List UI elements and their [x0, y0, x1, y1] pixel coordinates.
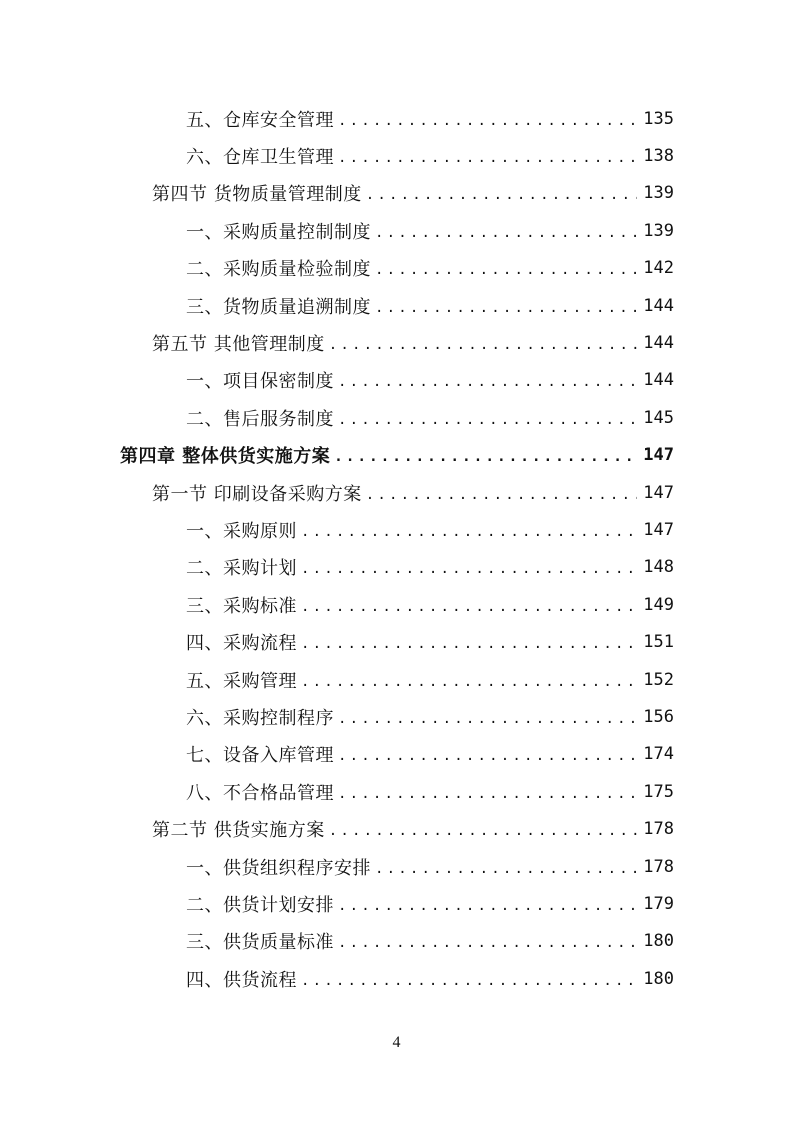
toc-entry[interactable]: [0, 137, 793, 174]
toc-entry[interactable]: [0, 511, 793, 548]
toc-entry-page: 138: [643, 146, 674, 167]
toc-entry[interactable]: [0, 923, 793, 960]
toc-dot-leader: [338, 114, 637, 128]
toc-entry-page: 148: [643, 557, 674, 578]
toc-entry[interactable]: [0, 661, 793, 698]
toc-entry[interactable]: [0, 848, 793, 885]
toc-entry[interactable]: [0, 287, 793, 324]
toc-dot-leader: [301, 525, 637, 539]
toc-entry-page: 144: [643, 295, 674, 316]
toc-entry-title: 一、采购质量控制制度: [186, 221, 371, 243]
toc-dot-leader: [338, 413, 637, 427]
toc-entry-page: 139: [643, 183, 674, 204]
toc-section-entry[interactable]: [0, 474, 793, 511]
toc-entry-page: 145: [643, 407, 674, 428]
toc-entry-title: 二、采购质量检验制度: [186, 259, 371, 281]
toc-entry-page: 139: [643, 220, 674, 241]
toc-entry-page: 178: [643, 856, 674, 877]
toc-dot-leader: [338, 899, 637, 913]
toc-dot-leader: [375, 226, 637, 240]
toc-dot-leader: [338, 375, 637, 389]
toc-entry-title: 第四章 整体供货实施方案: [120, 446, 331, 468]
toc-section-entry[interactable]: [0, 810, 793, 847]
toc-entry-title: 二、采购计划: [186, 558, 297, 580]
toc-entry-page: 149: [643, 594, 674, 615]
toc-entry[interactable]: [0, 250, 793, 287]
toc-entry-page: 135: [643, 108, 674, 129]
toc-entry-page: 178: [643, 819, 674, 840]
toc-entry[interactable]: [0, 960, 793, 997]
toc-entry-page: 142: [643, 258, 674, 279]
toc-dot-leader: [375, 301, 637, 315]
toc-entry-page: 179: [643, 893, 674, 914]
toc-entry-page: 180: [643, 968, 674, 989]
toc-entry-title: 四、采购流程: [186, 633, 297, 655]
toc-entry-page: 180: [643, 931, 674, 952]
toc-entry[interactable]: [0, 212, 793, 249]
toc-entry-title: 四、供货流程: [186, 969, 297, 991]
toc-chapter-entry[interactable]: [0, 437, 793, 474]
toc-entry-title: 五、采购管理: [186, 670, 297, 692]
toc-entry-title: 七、设备入库管理: [186, 745, 334, 767]
toc-entry[interactable]: [0, 100, 793, 137]
toc-dot-leader: [338, 787, 637, 801]
toc-dot-leader: [334, 450, 637, 464]
toc-entry-page: 147: [643, 445, 674, 466]
toc-dot-leader: [329, 338, 638, 352]
toc-dot-leader: [338, 151, 637, 165]
toc-dot-leader: [375, 263, 637, 277]
page-number: 4: [392, 1034, 401, 1051]
toc-entry[interactable]: [0, 698, 793, 735]
toc-dot-leader: [375, 862, 637, 876]
toc-entry-title: 二、售后服务制度: [186, 408, 334, 430]
toc-entry-title: 第二节 供货实施方案: [152, 820, 325, 842]
table-of-contents: [0, 100, 793, 997]
toc-dot-leader: [329, 824, 638, 838]
toc-entry-title: 六、仓库卫生管理: [186, 147, 334, 169]
toc-entry[interactable]: [0, 623, 793, 660]
toc-dot-leader: [301, 600, 637, 614]
toc-dot-leader: [338, 936, 637, 950]
toc-entry-page: 144: [643, 370, 674, 391]
toc-section-entry[interactable]: [0, 175, 793, 212]
toc-entry-page: 147: [643, 519, 674, 540]
toc-entry-page: 144: [643, 333, 674, 354]
toc-dot-leader: [301, 974, 637, 988]
toc-entry[interactable]: [0, 362, 793, 399]
toc-entry-page: 151: [643, 632, 674, 653]
toc-section-entry[interactable]: [0, 324, 793, 361]
toc-entry[interactable]: [0, 736, 793, 773]
toc-dot-leader: [301, 562, 637, 576]
toc-entry-title: 第四节 货物质量管理制度: [152, 184, 362, 206]
toc-entry-title: 三、采购标准: [186, 595, 297, 617]
toc-entry-page: 156: [643, 706, 674, 727]
toc-entry-title: 一、采购原则: [186, 520, 297, 542]
toc-entry[interactable]: [0, 773, 793, 810]
toc-entry-title: 一、项目保密制度: [186, 371, 334, 393]
toc-entry[interactable]: [0, 549, 793, 586]
toc-entry-page: 152: [643, 669, 674, 690]
toc-entry-title: 六、采购控制程序: [186, 707, 334, 729]
toc-entry-title: 三、货物质量追溯制度: [186, 296, 371, 318]
toc-entry-title: 三、供货质量标准: [186, 932, 334, 954]
toc-entry[interactable]: [0, 399, 793, 436]
toc-dot-leader: [301, 637, 637, 651]
toc-entry-title: 五、仓库安全管理: [186, 109, 334, 131]
toc-entry-page: 147: [643, 482, 674, 503]
toc-entry[interactable]: [0, 885, 793, 922]
toc-dot-leader: [338, 712, 637, 726]
toc-entry-title: 一、供货组织程序安排: [186, 857, 371, 879]
toc-entry-page: 174: [643, 744, 674, 765]
toc-dot-leader: [301, 675, 637, 689]
toc-dot-leader: [366, 488, 638, 502]
toc-entry-title: 二、供货计划安排: [186, 894, 334, 916]
toc-dot-leader: [366, 188, 638, 202]
toc-dot-leader: [338, 749, 637, 763]
toc-entry-title: 第一节 印刷设备采购方案: [152, 483, 362, 505]
toc-entry-title: 八、不合格品管理: [186, 782, 334, 804]
toc-entry-title: 第五节 其他管理制度: [152, 334, 325, 356]
toc-entry[interactable]: [0, 586, 793, 623]
toc-entry-page: 175: [643, 781, 674, 802]
